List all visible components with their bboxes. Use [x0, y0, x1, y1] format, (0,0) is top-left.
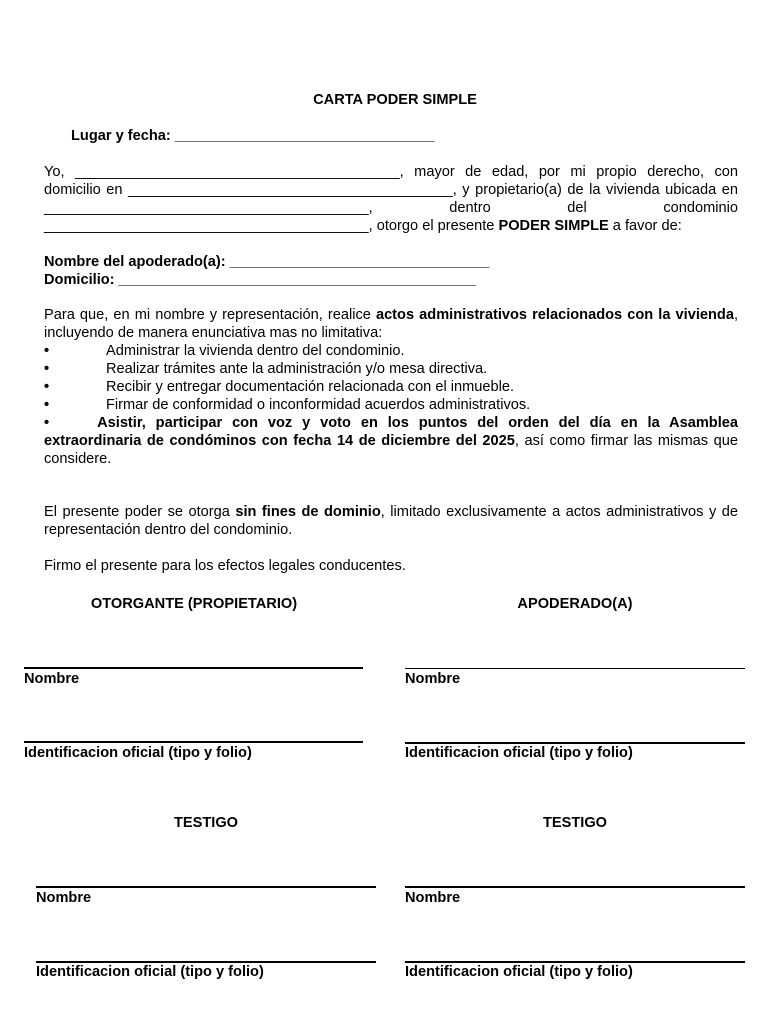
list-item: [44, 342, 738, 360]
limit-bold: sin fines de dominio: [235, 504, 381, 520]
list-item-bold: Asistir, participar con voz y voto en los puntos del orden del día en la Asamblea extraordinaria de condóminos con fecha 14 de diciembre del 2025: [44, 415, 738, 449]
limit-text-1: El presente poder se otorga: [44, 504, 236, 520]
attorney-address-field: Domicilio: ____________________________________________: [44, 272, 476, 288]
list-item: [44, 396, 738, 414]
witness-1-name-label: Nombre: [36, 890, 92, 906]
attorney-name-field: Nombre del apoderado(a): ________________________________: [44, 254, 490, 270]
attorney-block: [44, 253, 489, 289]
witness-1-name-line: [36, 886, 376, 888]
purpose-paragraph: [44, 306, 738, 342]
purpose-bold: actos administrativos relacionados con la vivienda: [375, 307, 734, 323]
closing-paragraph: Firmo el presente para los efectos legales conducentes.: [44, 558, 406, 574]
list-item-text: Administrar la vivienda dentro del condominio.: [106, 343, 405, 359]
witness-2-name-label: Nombre: [405, 890, 461, 906]
intro-text-1: Yo, ________________________________________, mayor de edad, por mi propio derecho, con domicilio en ________________________________________, y propietario(a) de la vivienda ubicada en ________________________________________, dentro del condominio ________________________________________, otorgo el presente: [44, 164, 738, 234]
list-item: [44, 378, 738, 396]
list-item-text: Firmar de conformidad o inconformidad acuerdos administrativos.: [106, 397, 531, 413]
purpose-text-2: , incluyendo de manera enunciativa mas no limitativa:: [44, 307, 738, 341]
list-item-text: Recibir y entregar documentación relacionada con el inmueble.: [106, 379, 515, 395]
witness-1-id-label: Identificacion oficial (tipo y folio): [36, 964, 264, 980]
bullet-icon: •: [44, 397, 50, 413]
list-item-text: Realizar trámites ante la administración y/o mesa directiva.: [106, 361, 488, 377]
attorney-name-line: [405, 668, 745, 669]
grantor-id-line: [24, 741, 363, 743]
limitation-paragraph: [44, 503, 738, 539]
witness-1-heading: TESTIGO: [173, 815, 239, 831]
grantor-name-line: [24, 667, 363, 669]
bullet-icon: •: [44, 379, 50, 395]
attorney-name-label: Nombre: [405, 671, 461, 687]
attorney-heading: APODERADO(A): [517, 596, 633, 612]
grantor-id-label: Identificacion oficial (tipo y folio): [24, 745, 252, 761]
limit-text-2: , limitado exclusivamente a actos administrativos y de representación dentro del condominio.: [44, 504, 738, 538]
bullet-icon: •: [44, 415, 50, 431]
list-item: [44, 414, 738, 468]
bullet-icon: •: [44, 343, 50, 359]
place-date-field: Lugar y fecha: ________________________________: [71, 128, 435, 144]
list-item: [44, 360, 738, 378]
witness-2-id-label: Identificacion oficial (tipo y folio): [405, 964, 633, 980]
list-item-text: , así como firmar las mismas que considere.: [44, 433, 738, 467]
intro-bold-poder: PODER SIMPLE: [498, 218, 609, 234]
grantor-heading: OTORGANTE (PROPIETARIO): [90, 596, 298, 612]
attorney-id-label: Identificacion oficial (tipo y folio): [405, 745, 633, 761]
grantor-name-label: Nombre: [24, 671, 80, 687]
powers-list: [44, 342, 738, 468]
document-title: CARTA PODER SIMPLE: [313, 92, 477, 108]
purpose-text-1: Para que, en mi nombre y representación, realice: [44, 307, 376, 323]
bullet-icon: •: [44, 361, 50, 377]
witness-2-name-line: [405, 886, 745, 888]
witness-2-heading: TESTIGO: [542, 815, 608, 831]
intro-paragraph: [44, 163, 738, 235]
intro-text-2: a favor de:: [608, 218, 682, 234]
